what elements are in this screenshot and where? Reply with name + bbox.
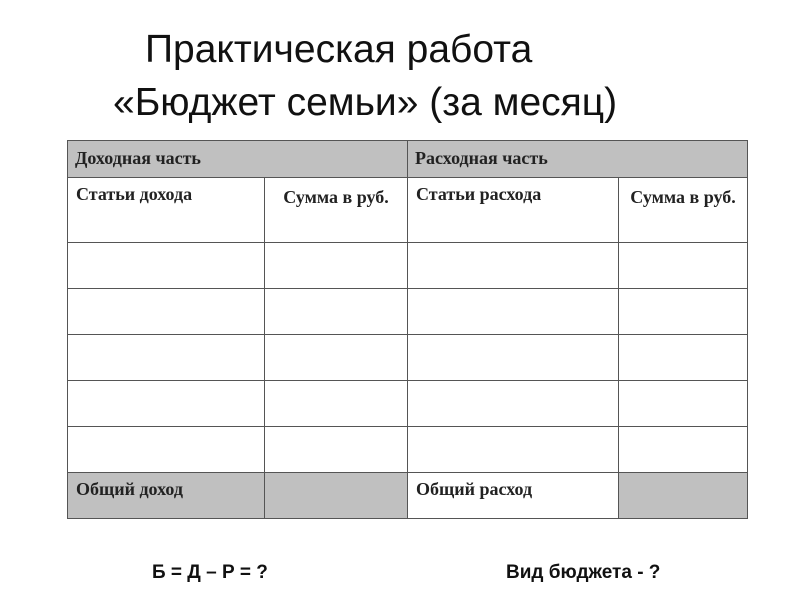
table-row — [68, 381, 748, 427]
expense-items-header — [408, 178, 619, 243]
expense-sum-header — [619, 178, 748, 243]
income-item-cell[interactable] — [68, 243, 265, 289]
title-line-1: Практическая работа — [145, 28, 533, 71]
section-header-row — [68, 141, 748, 178]
expense-item-cell[interactable] — [408, 335, 619, 381]
income-sum-cell[interactable] — [265, 289, 408, 335]
income-items-label: Статьи дохода — [76, 184, 193, 204]
title-line-2: «Бюджет семьи» (за месяц) — [113, 81, 618, 124]
total-row — [68, 473, 748, 519]
income-items-header — [68, 178, 265, 243]
income-sum-label: Сумма в руб. — [283, 187, 389, 207]
expense-sum-label: Сумма в руб. — [630, 187, 736, 207]
income-item-cell[interactable] — [68, 427, 265, 473]
income-section-label: Доходная часть — [75, 148, 201, 168]
income-section-header — [68, 141, 408, 178]
table-row — [68, 335, 748, 381]
total-expense-label: Общий расход — [416, 479, 533, 499]
expense-sum-cell[interactable] — [619, 243, 748, 289]
income-sum-cell[interactable] — [265, 381, 408, 427]
expense-items-label: Статьи расхода — [416, 184, 542, 204]
expense-item-cell[interactable] — [408, 243, 619, 289]
column-header-row — [68, 178, 748, 243]
expense-item-cell[interactable] — [408, 381, 619, 427]
total-expense-value-cell[interactable] — [619, 473, 748, 519]
income-sum-cell[interactable] — [265, 427, 408, 473]
expense-section-label: Расходная часть — [415, 148, 548, 168]
total-income-label-cell — [68, 473, 265, 519]
income-item-cell[interactable] — [68, 335, 265, 381]
income-item-cell[interactable] — [68, 381, 265, 427]
budget-type-question: Вид бюджета - ? — [506, 562, 661, 583]
expense-sum-cell[interactable] — [619, 289, 748, 335]
income-sum-cell[interactable] — [265, 243, 408, 289]
expense-item-cell[interactable] — [408, 289, 619, 335]
income-sum-header — [265, 178, 408, 243]
income-item-cell[interactable] — [68, 289, 265, 335]
expense-sum-cell[interactable] — [619, 335, 748, 381]
expense-section-header — [408, 141, 748, 178]
table-row — [68, 243, 748, 289]
expense-sum-cell[interactable] — [619, 381, 748, 427]
expense-item-cell[interactable] — [408, 427, 619, 473]
budget-formula: Б = Д – Р = ? — [152, 562, 268, 583]
expense-sum-cell[interactable] — [619, 427, 748, 473]
table-row — [68, 289, 748, 335]
budget-table — [67, 140, 748, 519]
total-income-value-cell[interactable] — [265, 473, 408, 519]
total-expense-label-cell — [408, 473, 619, 519]
table-row — [68, 427, 748, 473]
income-sum-cell[interactable] — [265, 335, 408, 381]
total-income-label: Общий доход — [76, 479, 183, 499]
